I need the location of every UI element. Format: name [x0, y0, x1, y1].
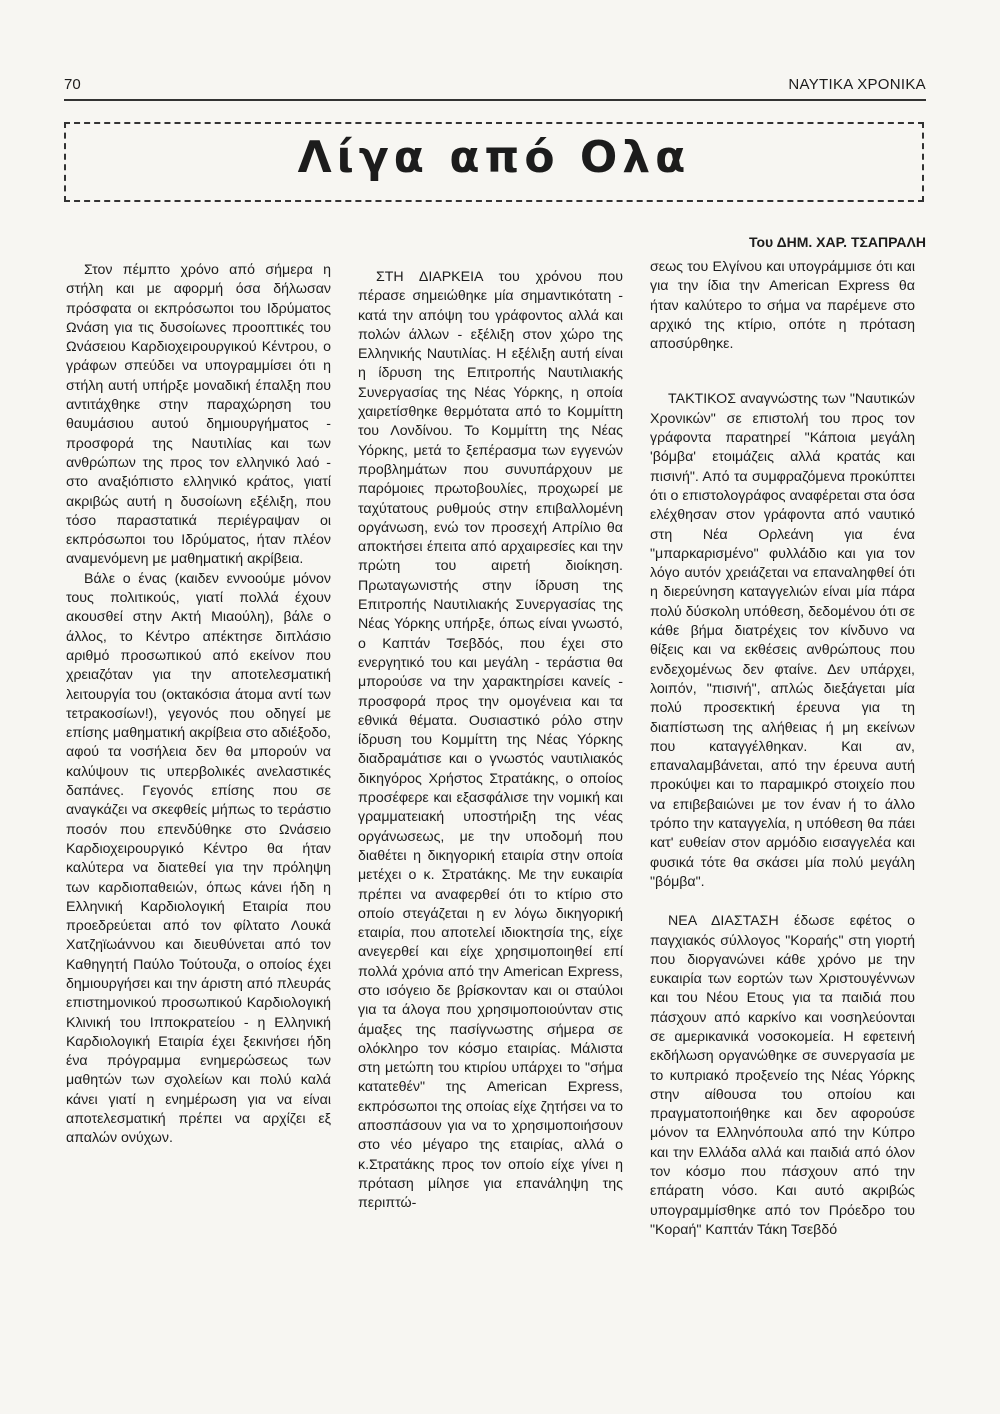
- paragraph: σεως του Ελγίνου και υπογράμμισε ότι και για την ίδια την American Express θα ήταν καλύτερο το σήμα να παρέμενε στο αρχικό της κτίριο, οπότε η πρόταση αποσύρθηκε.: [650, 259, 915, 353]
- page-number: 70: [64, 76, 81, 93]
- paragraph: ΣΤΗ ΔΙΑΡΚΕΙΑ του χρόνου που πέρασε σημειώθηκε μία σημαντικότατη - κατά την απόψη του γράφοντος αλλά και πολών άλλων - εξέλιξη στον χώρο της Ελληνικής Ναυτιλίας. Η εξέλιξη αυτή είναι η ίδρυση της Επιτροπής Ναυτιλιακής Συνεργασίας της Νέας Υόρκης, η οποία χαιρετίσθηκε θερμότατα από το Κομμίττη του Λονδίνου. Το Κομμίττη της Νέας Υόρκης, μετά το ξεπέρασμα των εγγενών προβλημάτων που συνυπάρχουν με παρόμοιες πρωτοβουλίες, προχωρεί με ταχύτατους ρυθμούς στην επιβαλλομένη οργάνωση, ενώ τον προσεχή Απρίλιο θα αποκτήσει έπειτα από αρχαιρεσίες και την πρώτη του αιρετή διοίκηση. Πρωταγωνιστής στην ίδρυση της Επιτροπής Ναυτιλιακής Συνεργασίας της Νέας Υόρκης υπήρξε, όπως είναι γνωστό, ο Καπτάν Τσεβδός, που έχει στο ενεργητικό του και μεγάλη - τεράστια θα μπορούσε να την χαρακτηρίσει κανείς - προσφορά προς την ομογένεια και τα εθνικά θέματα. Ουσιαστικό ρόλο στην ίδρυση του Κομμίττη της Νέας Υόρκης διαδραμάτισε και ο γνωστός ναυτιλιακός δικηγόρος Χρήστος Στρατάκης, ο οποίος προσέφερε και εξασφάλισε την νομική και γραμματειακή υποστήριξη της νέας οργάνωσεως, με την υποδομή που διαθέτει η δικηγορική εταιρία στην οποία μετέχει ο κ. Στρατάκης. Με την ευκαιρία πρέπει να αναφερθεί ότι το κτίριο στο οποίο στεγάζεται η εν λόγω δικηγορική εταιρία, που αποτελεί ιδιοκτησία της, είχε ανεγερθεί και είχε χρησιμοποιηθεί επί πολλά χρόνια από την American Express, στο ισόγειο δε βρίσκονταν και οι σταύλοι για τα άλογα που χρησιμοποιούνταν στις άμαξες της πασίγνωστης σήμερα σε ολόκληρο τον κόσμο εταιρίας. Μάλιστα στη μετώπη του κτιρίου υπάρχει το "σήμα κατατεθέν" της American Express, εκπρόσωποι της οποίας είχε ζητήσει να το αποσπάσουν για να το χρησιμοποιήσουν στο νέο μέγαρο της εταιρίας, αλλά ο κ.Στρατάκης προς τον οποίο είχε γίνει η πρόταση μίλησε για επανάληψη της περιπτώ-: [358, 269, 623, 1212]
- byline: Του ΔΗΜ. ΧΑΡ. ΤΣΑΠΡΑΛΗ: [748, 234, 926, 250]
- paragraph: ΤΑΚΤΙΚΟΣ αναγνώστης των "Ναυτικών Χρονικών" σε επιστολή του προς τον γράφοντα παρατηρεί "Κάποια μεγάλη 'βόμβα' ετοιμάζεις αλλά κρατάς και πισινή". Από τα συμφραζόμενα προκύπτει ότι ο επιστολογράφος αναφέρεται στα όσα ελέχθησαν στον γράφοντα από ναυτικό στη Νέα Ορλεάνη για ένα "μπαρκαρισμένο" φυλλάδιο και για τον λόγο αυτόν χρειάζεται να επαναληφθεί ότι η διερεύνηση καταγγελιών είναι μία πάρα πολύ δύσκολη υπόθεση, δεδομένου ότι σε κάθε βήμα διατρέχεις τον κίνδυνο να θίξεις και να εκθέσεις ανθρώπους που ενδεχομένως δεν φταίνε. Δεν υπάρχει, λοιπόν, "πισινή", απλώς διεξάγεται μία πολύ προσεκτική έρευνα για τη διαπίστωση της αλήθειας ή μη εκείνων που καταγγέλθηκαν. Και αν, επαναλαμβάνεται, από την έρευνα αυτή προκύψει και το παραμικρό στοιχείο που να επιβεβαιώνει με τον έναν ή το άλλο τρόπο την καταγγελία, η υπόθεση θα πάει κατ' ευθείαν στον αρμόδιο εισαγγελέα και φυσικά τότε θα σκάσει μία πολύ μεγάλη "βόμβα".: [650, 391, 915, 890]
- title-box: [64, 122, 924, 202]
- column-3: [650, 258, 915, 1240]
- paragraph: ΝΕΑ ΔΙΑΣΤΑΣΗ έδωσε εφέτος ο παγχιακός σύλλογος "Κοραής" στη γιορτή που διοργανώνει κάθε χρόνο με την ευκαιρία των εορτών των Χριστουγέννων και του Νέου Ετους για τα παιδιά που πάσχουν από καρκίνο και νοσηλεύονται σε αμερικανικά νοσοκομεία. Η εφετεινή εκδήλωση οργανώθηκε σε συνεργασία με το κυπριακό προξενείο της Νέας Υόρκης στην αίθουσα του οποίου και πραγματοποιήθηκε και δεν αφορούσε μόνον τα Ελληνόπουλα από την Κύπρο και την Ελλάδα αλλά και παιδιά από όλον τον κόσμο που πάσχουν από την επάρατη νόσο. Και αυτό ακριβώς υπογραμμίσθηκε από τον Πρόεδρο του "Κοραή" Καπτάν Τάκη Τσεβδό: [650, 913, 915, 1238]
- column-1: [66, 261, 331, 1149]
- article-title: Λίγα από Ολα: [297, 132, 691, 183]
- column-2: [358, 268, 623, 1214]
- paragraph: Στον πέμπτο χρόνο από σήμερα η στήλη και με αφορμή όσα δήλωσαν πρόσφατα οι εκπρόσωποι του Ιδρύματος Ωνάση για τις δυσοίωνες προοπτικές του Ωνάσειου Καρδιοχειρουργικού Κέντρου, ο γράφων σπεύδει να υπογραμμίσει ότι η στήλη αυτή υπήρξε μοναδική έπαλξη που αντιτάχθηκε στην παραχώρηση του θαυμάσιου αυτού δημιουργήματος - προσφορά της Ναυτιλίας και των ανθρώπων της προς τον ελληνικό λαό - στο αναξιόπιστο ελληνικό κράτος, γιατί ακριβώς αυτή η δυσοίωνη εξέλιξη, που τόσο παραστατικά περιέγραψαν οι εκπρόσωποι του Ιδρύματος, ήταν πλέον αναμενόμενη με μαθηματική ακρίβεια.: [66, 262, 331, 568]
- header-rule: [64, 99, 926, 101]
- paragraph: Βάλε ο ένας (καιδεν εννοούμε μόνον τους πολιτικούς, γιατί πολλά έχουν ακουσθεί στην Ακτή Μιαούλη), βάλε ο άλλος, το Κέντρο απέκτησε διπλάσιο αριθμό προσωπικού από εκείνον που χρειαζόταν για την αποτελεσματική λειτουργία του (οκτακόσια άτομα αντί των τετρακοσίων!), γεγονός που οδηγεί με επίσης μαθηματική ακρίβεια στο αδιέξοδο, αφού τα νοσήλεια δεν θα μπορούν να καλύψουν τις υπερβολικές ανελαστικές δαπάνες. Γεγονός επίσης που σε αναγκάζει να σκεφθείς μήπως το τεράστιο ποσόν που επενδύθηκε στο Ωνάσειο Καρδιοχειρουργικό Κέντρο θα ήταν καλύτερα να διατεθεί για την πρόληψη των καρδιοπαθειών, όπως κάνει ήδη η Ελληνική Καρδιολογική Εταιρία που προεδρεύεται από τον φίλτατο Λουκά Χατζηϊωάννου και διευθύνεται από τον Καθηγητή Παύλο Τούτουζα, ο οποίος έχει δημιουργήσει και την άριστη από πλευράς επιστημονικού προσωπικού Καρδιολογική Κλινική του Ιπποκρατείου - η Ελληνική Καρδιολογική Εταιρία έχει ξεκινήσει ήδη ένα πρόγραμμα ενημερώσεως των μαθητών των σχολείων και πολύ καλά κάνει γιατί η ενημέρωση για να είναι αποτελεσματική πρέπει να αρχίζει εξ απαλών ονύχων.: [66, 570, 331, 1147]
- running-head: ΝΑΥΤΙΚΑ ΧΡΟΝΙΚΑ: [788, 76, 926, 93]
